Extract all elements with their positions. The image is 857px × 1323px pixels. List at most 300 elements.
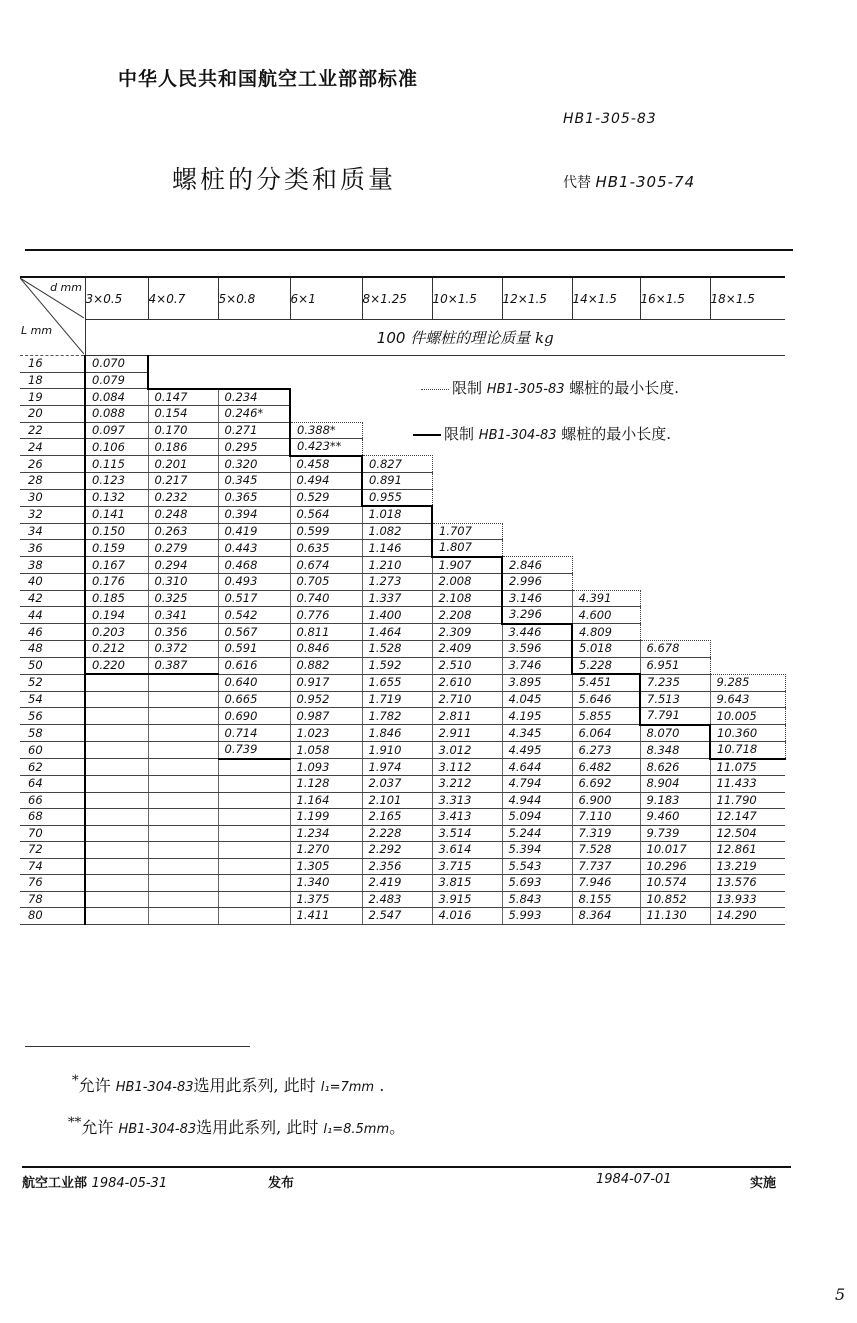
corner-cell bbox=[20, 277, 85, 356]
effective-date: 1984-07-01 bbox=[596, 1172, 672, 1187]
length-cell: 78 bbox=[20, 891, 85, 908]
mass-value-cell: 0.599 bbox=[290, 523, 362, 540]
mass-value-cell: 0.846 bbox=[290, 641, 362, 658]
mass-value-cell: 0.185 bbox=[85, 590, 148, 607]
empty-cell bbox=[148, 691, 218, 708]
mass-value-cell: 0.279 bbox=[148, 540, 218, 557]
length-cell: 19 bbox=[20, 389, 85, 406]
mass-value-cell: 0.955 bbox=[362, 489, 432, 506]
issue-date: 1984-05-31 bbox=[91, 1176, 168, 1191]
table-row bbox=[20, 506, 785, 523]
mass-value-cell: 0.341 bbox=[148, 607, 218, 624]
mass-value-cell: 10.718 bbox=[710, 742, 785, 759]
mass-value-cell: 3.895 bbox=[502, 674, 572, 691]
mass-value-cell: 0.246* bbox=[218, 406, 290, 423]
mass-value-cell: 7.110 bbox=[572, 809, 640, 826]
empty-cell bbox=[432, 356, 502, 373]
mass-value-cell: 1.164 bbox=[290, 792, 362, 809]
replaces-number: HB1-305-74 bbox=[595, 173, 696, 191]
footnote-mark: ** bbox=[68, 1115, 82, 1131]
column-header: 14×1.5 bbox=[572, 277, 640, 320]
empty-cell bbox=[710, 557, 785, 574]
mass-value-cell: 2.419 bbox=[362, 875, 432, 892]
length-cell: 60 bbox=[20, 742, 85, 759]
mass-value-cell: 1.464 bbox=[362, 624, 432, 641]
mass-value-cell: 6.064 bbox=[572, 725, 640, 742]
mass-value-cell: 5.244 bbox=[502, 825, 572, 842]
legend-dotted bbox=[421, 377, 679, 398]
column-header: 3×0.5 bbox=[85, 277, 148, 320]
legend-text: 螺桩的最小长度. bbox=[569, 379, 680, 397]
empty-cell bbox=[290, 389, 362, 406]
mass-value-cell: 2.547 bbox=[362, 908, 432, 925]
mass-value-cell: 10.017 bbox=[640, 842, 710, 859]
empty-cell bbox=[502, 489, 572, 506]
table-row bbox=[20, 540, 785, 557]
mass-value-cell: 0.088 bbox=[85, 406, 148, 423]
mass-value-cell: 9.643 bbox=[710, 691, 785, 708]
empty-cell bbox=[218, 792, 290, 809]
empty-cell bbox=[218, 858, 290, 875]
table-row bbox=[20, 406, 785, 423]
empty-cell bbox=[710, 624, 785, 641]
mass-value-cell: 0.542 bbox=[218, 607, 290, 624]
empty-cell bbox=[362, 356, 432, 373]
empty-cell bbox=[432, 473, 502, 490]
mass-value-cell: 1.270 bbox=[290, 842, 362, 859]
mass-value-cell: 2.228 bbox=[362, 825, 432, 842]
mass-value-cell: 2.610 bbox=[432, 674, 502, 691]
empty-cell bbox=[640, 607, 710, 624]
empty-cell bbox=[148, 792, 218, 809]
empty-cell bbox=[148, 875, 218, 892]
mass-value-cell: 5.394 bbox=[502, 842, 572, 859]
empty-cell bbox=[218, 875, 290, 892]
mass-value-cell: 2.309 bbox=[432, 624, 502, 641]
mass-value-cell: 1.375 bbox=[290, 891, 362, 908]
replaces-label: 代替 bbox=[563, 175, 591, 191]
length-cell: 62 bbox=[20, 759, 85, 776]
empty-cell bbox=[572, 456, 640, 473]
empty-cell bbox=[85, 742, 148, 759]
page-number: 5 bbox=[835, 1285, 846, 1304]
mass-value-cell: 0.674 bbox=[290, 557, 362, 574]
mass-value-cell: 9.183 bbox=[640, 792, 710, 809]
empty-cell bbox=[502, 540, 572, 557]
length-cell: 20 bbox=[20, 406, 85, 423]
mass-value-cell: 13.933 bbox=[710, 891, 785, 908]
length-cell: 64 bbox=[20, 776, 85, 793]
empty-cell bbox=[502, 506, 572, 523]
empty-cell bbox=[85, 825, 148, 842]
mass-value-cell: 0.167 bbox=[85, 557, 148, 574]
mass-value-cell: 0.458 bbox=[290, 456, 362, 473]
empty-cell bbox=[710, 523, 785, 540]
standard-number: HB1-305-83 bbox=[563, 111, 657, 127]
mass-value-cell: 0.320 bbox=[218, 456, 290, 473]
mass-value-cell: 2.710 bbox=[432, 691, 502, 708]
mass-value-cell: 0.468 bbox=[218, 557, 290, 574]
empty-cell bbox=[148, 356, 218, 373]
mass-value-cell: 0.248 bbox=[148, 506, 218, 523]
mass-value-cell: 0.493 bbox=[218, 574, 290, 591]
empty-cell bbox=[290, 406, 362, 423]
legend-text: 螺桩的最小长度. bbox=[561, 425, 672, 443]
empty-cell bbox=[148, 725, 218, 742]
mass-value-cell: 3.012 bbox=[432, 742, 502, 759]
mass-value-cell: 2.811 bbox=[432, 708, 502, 725]
mass-value-cell: 0.372 bbox=[148, 641, 218, 658]
mass-value-cell: 0.423** bbox=[290, 439, 362, 456]
mass-value-cell: 0.419 bbox=[218, 523, 290, 540]
mass-value-cell: 10.296 bbox=[640, 858, 710, 875]
mass-value-cell: 3.413 bbox=[432, 809, 502, 826]
issuer-name: 航空工业部 bbox=[22, 1176, 88, 1191]
length-cell: 72 bbox=[20, 842, 85, 859]
empty-cell bbox=[290, 372, 362, 389]
mass-value-cell: 13.219 bbox=[710, 858, 785, 875]
mass-value-cell: 1.305 bbox=[290, 858, 362, 875]
footnote-end: 。 bbox=[389, 1118, 406, 1137]
footnote-2 bbox=[68, 1115, 405, 1138]
mass-value-cell: 4.495 bbox=[502, 742, 572, 759]
mass-value-cell: 3.446 bbox=[502, 624, 572, 641]
empty-cell bbox=[148, 708, 218, 725]
mass-value-cell: 2.108 bbox=[432, 590, 502, 607]
mass-value-cell: 2.409 bbox=[432, 641, 502, 658]
empty-cell bbox=[218, 842, 290, 859]
table-subtitle bbox=[85, 320, 785, 356]
mass-value-cell: 5.855 bbox=[572, 708, 640, 725]
mass-value-cell: 5.693 bbox=[502, 875, 572, 892]
mass-value-cell: 0.141 bbox=[85, 506, 148, 523]
mass-value-cell: 4.944 bbox=[502, 792, 572, 809]
empty-cell bbox=[640, 523, 710, 540]
mass-value-cell: 0.529 bbox=[290, 489, 362, 506]
mass-value-cell: 5.094 bbox=[502, 809, 572, 826]
empty-cell bbox=[85, 708, 148, 725]
mass-value-cell: 1.528 bbox=[362, 641, 432, 658]
mass-value-cell: 4.016 bbox=[432, 908, 502, 925]
empty-cell bbox=[148, 759, 218, 776]
empty-cell bbox=[218, 356, 290, 373]
issuing-organization: 中华人民共和国航空工业部部标准 bbox=[118, 68, 419, 90]
column-header: 6×1 bbox=[290, 277, 362, 320]
mass-value-cell: 9.739 bbox=[640, 825, 710, 842]
length-cell: 48 bbox=[20, 641, 85, 658]
empty-cell bbox=[218, 759, 290, 776]
mass-value-cell: 8.348 bbox=[640, 742, 710, 759]
mass-value-cell: 0.635 bbox=[290, 540, 362, 557]
empty-cell bbox=[502, 473, 572, 490]
mass-value-cell: 1.210 bbox=[362, 557, 432, 574]
mass-value-cell: 0.217 bbox=[148, 473, 218, 490]
mass-value-cell: 8.364 bbox=[572, 908, 640, 925]
header-rule bbox=[25, 249, 793, 251]
empty-cell bbox=[572, 574, 640, 591]
table-row bbox=[20, 691, 785, 708]
empty-cell bbox=[640, 574, 710, 591]
table-row bbox=[20, 557, 785, 574]
empty-cell bbox=[218, 891, 290, 908]
table-row bbox=[20, 607, 785, 624]
empty-cell bbox=[710, 641, 785, 658]
length-cell: 68 bbox=[20, 809, 85, 826]
mass-value-cell: 1.707 bbox=[432, 523, 502, 540]
mass-value-cell: 0.079 bbox=[85, 372, 148, 389]
column-header: 4×0.7 bbox=[148, 277, 218, 320]
empty-cell bbox=[85, 842, 148, 859]
footnote-standard: HB1-304-83 bbox=[118, 1122, 197, 1137]
length-cell: 22 bbox=[20, 422, 85, 439]
empty-cell bbox=[710, 607, 785, 624]
length-cell: 18 bbox=[20, 372, 85, 389]
footnote-value: l₁=7mm bbox=[320, 1080, 375, 1095]
mass-value-cell: 0.097 bbox=[85, 422, 148, 439]
empty-cell bbox=[640, 456, 710, 473]
mass-value-cell: 11.790 bbox=[710, 792, 785, 809]
mass-value-cell: 9.460 bbox=[640, 809, 710, 826]
mass-value-cell: 2.846 bbox=[502, 557, 572, 574]
length-cell: 70 bbox=[20, 825, 85, 842]
empty-cell bbox=[148, 891, 218, 908]
mass-value-cell: 3.915 bbox=[432, 891, 502, 908]
dotted-line-icon bbox=[421, 389, 449, 390]
replaces-note bbox=[563, 172, 695, 192]
mass-value-cell: 7.319 bbox=[572, 825, 640, 842]
mass-value-cell: 1.273 bbox=[362, 574, 432, 591]
empty-cell bbox=[85, 691, 148, 708]
empty-cell bbox=[85, 908, 148, 925]
length-cell: 28 bbox=[20, 473, 85, 490]
empty-cell bbox=[572, 356, 640, 373]
empty-cell bbox=[85, 674, 148, 691]
mass-value-cell: 0.665 bbox=[218, 691, 290, 708]
mass-value-cell: 1.199 bbox=[290, 809, 362, 826]
length-cell: 36 bbox=[20, 540, 85, 557]
table-row bbox=[20, 842, 785, 859]
mass-value-cell: 3.815 bbox=[432, 875, 502, 892]
table-row bbox=[20, 489, 785, 506]
length-cell: 34 bbox=[20, 523, 85, 540]
mass-value-cell: 0.388* bbox=[290, 422, 362, 439]
empty-cell bbox=[710, 389, 785, 406]
empty-cell bbox=[710, 574, 785, 591]
mass-value-cell: 0.234 bbox=[218, 389, 290, 406]
mass-value-cell: 4.195 bbox=[502, 708, 572, 725]
mass-value-cell: 0.132 bbox=[85, 489, 148, 506]
length-cell: 32 bbox=[20, 506, 85, 523]
length-cell: 56 bbox=[20, 708, 85, 725]
subtitle-quantity: 100 bbox=[376, 329, 406, 347]
mass-value-cell: 2.165 bbox=[362, 809, 432, 826]
mass-value-cell: 0.517 bbox=[218, 590, 290, 607]
empty-cell bbox=[85, 759, 148, 776]
mass-value-cell: 1.655 bbox=[362, 674, 432, 691]
mass-value-cell: 4.600 bbox=[572, 607, 640, 624]
empty-cell bbox=[572, 406, 640, 423]
empty-cell bbox=[640, 540, 710, 557]
empty-cell bbox=[432, 489, 502, 506]
column-header-row bbox=[20, 277, 785, 320]
mass-value-cell: 0.194 bbox=[85, 607, 148, 624]
length-cell: 66 bbox=[20, 792, 85, 809]
column-header: 10×1.5 bbox=[432, 277, 502, 320]
mass-value-cell: 12.861 bbox=[710, 842, 785, 859]
empty-cell bbox=[710, 456, 785, 473]
mass-value-cell: 12.147 bbox=[710, 809, 785, 826]
mass-value-cell: 0.567 bbox=[218, 624, 290, 641]
mass-value-cell: 0.394 bbox=[218, 506, 290, 523]
length-cell: 42 bbox=[20, 590, 85, 607]
empty-cell bbox=[218, 825, 290, 842]
mass-value-cell: 0.494 bbox=[290, 473, 362, 490]
length-cell: 30 bbox=[20, 489, 85, 506]
mass-value-cell: 4.045 bbox=[502, 691, 572, 708]
empty-cell bbox=[640, 590, 710, 607]
length-cell: 54 bbox=[20, 691, 85, 708]
mass-value-cell: 0.952 bbox=[290, 691, 362, 708]
mass-value-cell: 2.510 bbox=[432, 657, 502, 674]
corner-diameter-label: d mm bbox=[50, 281, 82, 294]
table-row bbox=[20, 708, 785, 725]
mass-value-cell: 11.130 bbox=[640, 908, 710, 925]
mass-value-cell: 3.212 bbox=[432, 776, 502, 793]
effective-label: 实施 bbox=[750, 1176, 777, 1191]
mass-value-cell: 4.391 bbox=[572, 590, 640, 607]
mass-value-cell: 1.082 bbox=[362, 523, 432, 540]
mass-value-cell: 3.746 bbox=[502, 657, 572, 674]
mass-value-cell: 6.692 bbox=[572, 776, 640, 793]
table-row bbox=[20, 809, 785, 826]
stud-mass-table bbox=[20, 276, 786, 925]
mass-value-cell: 3.715 bbox=[432, 858, 502, 875]
mass-value-cell: 4.794 bbox=[502, 776, 572, 793]
empty-cell bbox=[85, 725, 148, 742]
table-row bbox=[20, 908, 785, 925]
mass-value-cell: 5.018 bbox=[572, 641, 640, 658]
mass-value-cell: 3.112 bbox=[432, 759, 502, 776]
mass-value-cell: 8.904 bbox=[640, 776, 710, 793]
length-cell: 76 bbox=[20, 875, 85, 892]
mass-value-cell: 0.203 bbox=[85, 624, 148, 641]
empty-cell bbox=[85, 809, 148, 826]
table-row bbox=[20, 523, 785, 540]
empty-cell bbox=[572, 489, 640, 506]
empty-cell bbox=[148, 825, 218, 842]
mass-value-cell: 0.564 bbox=[290, 506, 362, 523]
mass-value-cell: 0.616 bbox=[218, 657, 290, 674]
empty-cell bbox=[502, 523, 572, 540]
mass-value-cell: 6.900 bbox=[572, 792, 640, 809]
solid-line-icon bbox=[413, 434, 441, 436]
mass-value-cell: 0.705 bbox=[290, 574, 362, 591]
empty-cell bbox=[148, 842, 218, 859]
length-cell: 44 bbox=[20, 607, 85, 624]
mass-value-cell: 0.776 bbox=[290, 607, 362, 624]
mass-value-cell: 1.719 bbox=[362, 691, 432, 708]
empty-cell bbox=[640, 406, 710, 423]
legend-solid bbox=[413, 423, 671, 444]
length-cell: 24 bbox=[20, 439, 85, 456]
empty-cell bbox=[85, 891, 148, 908]
mass-value-cell: 0.176 bbox=[85, 574, 148, 591]
column-header: 8×1.25 bbox=[362, 277, 432, 320]
empty-cell bbox=[432, 506, 502, 523]
empty-cell bbox=[710, 540, 785, 557]
mass-value-cell: 14.290 bbox=[710, 908, 785, 925]
mass-value-cell: 10.005 bbox=[710, 708, 785, 725]
length-cell: 16 bbox=[20, 356, 85, 373]
empty-cell bbox=[432, 406, 502, 423]
empty-cell bbox=[640, 557, 710, 574]
mass-value-cell: 0.150 bbox=[85, 523, 148, 540]
length-cell: 46 bbox=[20, 624, 85, 641]
mass-value-cell: 0.201 bbox=[148, 456, 218, 473]
table-row bbox=[20, 825, 785, 842]
mass-value-cell: 0.740 bbox=[290, 590, 362, 607]
empty-cell bbox=[710, 657, 785, 674]
mass-value-cell: 1.337 bbox=[362, 590, 432, 607]
mass-value-cell: 0.325 bbox=[148, 590, 218, 607]
mass-value-cell: 3.514 bbox=[432, 825, 502, 842]
mass-value-cell: 1.807 bbox=[432, 540, 502, 557]
mass-value-cell: 8.155 bbox=[572, 891, 640, 908]
mass-value-cell: 2.208 bbox=[432, 607, 502, 624]
footnote-standard: HB1-304-83 bbox=[115, 1080, 194, 1095]
mass-value-cell: 7.528 bbox=[572, 842, 640, 859]
table-row bbox=[20, 776, 785, 793]
mass-value-cell: 7.513 bbox=[640, 691, 710, 708]
table-row bbox=[20, 725, 785, 742]
empty-cell bbox=[640, 506, 710, 523]
empty-cell bbox=[640, 473, 710, 490]
mass-value-cell: 0.220 bbox=[85, 657, 148, 674]
mass-value-cell: 1.782 bbox=[362, 708, 432, 725]
mass-value-cell: 3.614 bbox=[432, 842, 502, 859]
mass-value-cell: 11.433 bbox=[710, 776, 785, 793]
mass-value-cell: 7.946 bbox=[572, 875, 640, 892]
mass-value-cell: 6.951 bbox=[640, 657, 710, 674]
mass-value-cell: 0.232 bbox=[148, 489, 218, 506]
mass-value-cell: 0.827 bbox=[362, 456, 432, 473]
table-row bbox=[20, 792, 785, 809]
length-cell: 52 bbox=[20, 674, 85, 691]
empty-cell bbox=[85, 875, 148, 892]
mass-value-cell: 11.075 bbox=[710, 759, 785, 776]
empty-cell bbox=[640, 624, 710, 641]
empty-cell bbox=[148, 742, 218, 759]
empty-cell bbox=[640, 489, 710, 506]
empty-cell bbox=[218, 908, 290, 925]
mass-value-cell: 2.483 bbox=[362, 891, 432, 908]
empty-cell bbox=[432, 456, 502, 473]
mass-value-cell: 0.295 bbox=[218, 439, 290, 456]
footnote-text: 选用此系列, 此时 bbox=[196, 1118, 319, 1137]
mass-value-cell: 1.340 bbox=[290, 875, 362, 892]
mass-value-cell: 3.313 bbox=[432, 792, 502, 809]
footnote-end: . bbox=[379, 1076, 385, 1095]
table-row bbox=[20, 742, 785, 759]
mass-value-cell: 0.356 bbox=[148, 624, 218, 641]
length-cell: 74 bbox=[20, 858, 85, 875]
mass-value-cell: 4.345 bbox=[502, 725, 572, 742]
legend-standard: HB1-304-83 bbox=[478, 428, 557, 443]
mass-value-cell: 1.128 bbox=[290, 776, 362, 793]
mass-value-cell: 5.543 bbox=[502, 858, 572, 875]
empty-cell bbox=[502, 456, 572, 473]
mass-value-cell: 0.310 bbox=[148, 574, 218, 591]
